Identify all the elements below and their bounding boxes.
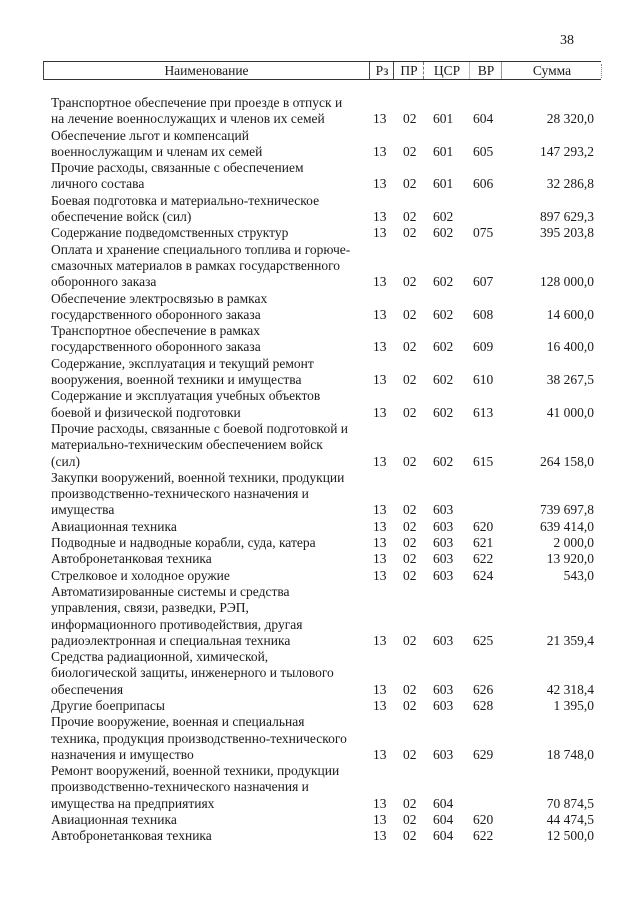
cell-vr: 604 (473, 111, 494, 127)
header-vr: ВР (469, 62, 502, 79)
cell-sum: 18 748,0 (546, 746, 594, 762)
row-name-line: техника, продукция производственно-технического (51, 730, 347, 746)
table-row (0, 649, 640, 698)
row-name-line: вооружения, военной техники и имущества (51, 372, 302, 388)
row-name-line: материально-техническим обеспечением войск (51, 437, 323, 453)
row-name-line: Ремонт вооружений, военной техники, продукции (51, 763, 340, 779)
cell-vr: 621 (473, 535, 494, 551)
table-row (0, 535, 640, 551)
cell-pr: 02 (403, 111, 417, 127)
cell-vr: 622 (473, 551, 494, 567)
cell-rz: 13 (373, 746, 387, 762)
row-codes (0, 111, 640, 127)
cell-vr: 606 (473, 176, 494, 192)
cell-vr: 620 (473, 518, 494, 534)
row-name-line: оборонного заказа (51, 274, 157, 290)
cell-sum: 38 267,5 (546, 372, 594, 388)
table-row (0, 584, 640, 649)
table-row (0, 95, 640, 128)
cell-pr: 02 (403, 306, 417, 322)
header-rz: Рз (369, 62, 394, 79)
cell-vr: 075 (473, 225, 494, 241)
row-codes (0, 812, 640, 828)
cell-rz: 13 (373, 502, 387, 518)
cell-sum: 21 359,4 (546, 632, 594, 648)
cell-pr: 02 (403, 225, 417, 241)
row-codes (0, 307, 640, 323)
cell-vr: 608 (473, 306, 494, 322)
row-name-line: управления, связи, разведки, РЭП, (51, 600, 249, 616)
cell-sum: 44 474,5 (546, 812, 594, 828)
cell-csr: 603 (433, 681, 454, 697)
cell-rz: 13 (373, 697, 387, 713)
row-name-line: Обеспечение льгот и компенсаций (51, 127, 249, 143)
table-row (0, 291, 640, 324)
row-name-line: Другие боеприпасы (51, 697, 165, 713)
row-codes (0, 698, 640, 714)
cell-pr: 02 (403, 518, 417, 534)
cell-vr: 610 (473, 372, 494, 388)
cell-rz: 13 (373, 535, 387, 551)
cell-csr: 601 (433, 111, 454, 127)
table-row (0, 714, 640, 763)
cell-csr: 602 (433, 274, 454, 290)
row-name-line: Закупки вооружений, военной техники, продукции (51, 469, 345, 485)
row-name-line: на лечение военнослужащих и членов их семей (51, 111, 325, 127)
row-name-line: Боевая подготовка и материально-техническое (51, 192, 320, 208)
table-row (0, 323, 640, 356)
row-codes (0, 502, 640, 518)
cell-rz: 13 (373, 176, 387, 192)
table-body (0, 95, 640, 845)
row-name-line: Транспортное обеспечение при проезде в отпуск и (51, 95, 343, 110)
row-name-line: Обеспечение электросвязью в рамках (51, 290, 268, 306)
table-row (0, 828, 640, 844)
cell-pr: 02 (403, 535, 417, 551)
page-number: 38 (560, 33, 574, 48)
cell-sum: 16 400,0 (546, 339, 594, 355)
table-row (0, 763, 640, 812)
cell-pr: 02 (403, 143, 417, 159)
row-name-line: Содержание, эксплуатация и текущий ремонт (51, 355, 314, 371)
cell-rz: 13 (373, 453, 387, 469)
cell-sum: 128 000,0 (540, 274, 594, 290)
cell-pr: 02 (403, 502, 417, 518)
cell-pr: 02 (403, 551, 417, 567)
row-name-line: производственно-технического назначения и (51, 779, 309, 795)
cell-rz: 13 (373, 551, 387, 567)
cell-sum: 28 320,0 (546, 111, 594, 127)
cell-rz: 13 (373, 339, 387, 355)
row-codes (0, 372, 640, 388)
cell-vr: 625 (473, 632, 494, 648)
cell-csr: 602 (433, 225, 454, 241)
row-name-line: назначения и имущество (51, 746, 194, 762)
cell-csr: 602 (433, 453, 454, 469)
cell-vr: 615 (473, 453, 494, 469)
cell-csr: 601 (433, 176, 454, 192)
row-codes (0, 274, 640, 290)
row-name-line: Авиационная техника (51, 518, 177, 534)
row-name-line: Стрелковое и холодное оружие (51, 567, 230, 583)
row-name-line: Автоматизированные системы и средства (51, 583, 290, 599)
cell-pr: 02 (403, 746, 417, 762)
header-csr: ЦСР (423, 62, 470, 79)
table-row (0, 128, 640, 161)
cell-csr: 603 (433, 567, 454, 583)
cell-pr: 02 (403, 828, 417, 844)
cell-sum: 41 000,0 (546, 404, 594, 420)
cell-sum: 14 600,0 (546, 306, 594, 322)
row-name-line: информационного противодействия, другая (51, 616, 303, 632)
cell-rz: 13 (373, 274, 387, 290)
cell-csr: 604 (433, 828, 454, 844)
cell-vr: 605 (473, 143, 494, 159)
table-row (0, 160, 640, 193)
row-codes (0, 405, 640, 421)
cell-pr: 02 (403, 404, 417, 420)
row-codes (0, 225, 640, 241)
table-row (0, 242, 640, 291)
cell-csr: 602 (433, 372, 454, 388)
row-name-line: Автобронетанковая техника (51, 828, 212, 844)
row-codes (0, 568, 640, 584)
cell-sum: 147 293,2 (540, 143, 594, 159)
table-row (0, 568, 640, 584)
cell-pr: 02 (403, 176, 417, 192)
cell-rz: 13 (373, 225, 387, 241)
cell-rz: 13 (373, 567, 387, 583)
row-name-line: биологической защиты, инженерного и тылового (51, 665, 334, 681)
table-header (43, 61, 601, 80)
cell-sum: 543,0 (563, 567, 594, 583)
cell-csr: 601 (433, 143, 454, 159)
row-name-line: Транспортное обеспечение в рамках (51, 323, 261, 339)
cell-csr: 603 (433, 632, 454, 648)
cell-rz: 13 (373, 812, 387, 828)
table-row (0, 388, 640, 421)
row-codes (0, 535, 640, 551)
cell-rz: 13 (373, 372, 387, 388)
row-name-line: личного состава (51, 176, 145, 192)
cell-rz: 13 (373, 518, 387, 534)
table-row (0, 193, 640, 226)
row-name-line: военнослужащим и членам их семей (51, 143, 263, 159)
row-name-line: Автобронетанковая техника (51, 551, 212, 567)
row-codes (0, 176, 640, 192)
table-row (0, 812, 640, 828)
cell-csr: 603 (433, 746, 454, 762)
table-row (0, 356, 640, 389)
cell-sum: 13 920,0 (546, 551, 594, 567)
row-codes (0, 551, 640, 567)
row-name-line: Авиационная техника (51, 812, 177, 828)
cell-sum: 32 286,8 (546, 176, 594, 192)
cell-sum: 639 414,0 (540, 518, 594, 534)
row-name-line: радиоэлектронная и специальная техника (51, 632, 291, 648)
cell-sum: 395 203,8 (540, 225, 594, 241)
row-codes (0, 454, 640, 470)
row-name-line: Оплата и хранение специального топлива и горюче- (51, 241, 351, 257)
row-name-line: Содержание и эксплуатация учебных объектов (51, 388, 321, 404)
cell-rz: 13 (373, 681, 387, 697)
cell-rz: 13 (373, 143, 387, 159)
row-name-line: обеспечение войск (сил) (51, 209, 192, 225)
row-codes (0, 209, 640, 225)
row-name-line: государственного оборонного заказа (51, 339, 261, 355)
table-row (0, 551, 640, 567)
cell-csr: 603 (433, 518, 454, 534)
row-codes (0, 682, 640, 698)
row-codes (0, 339, 640, 355)
cell-vr: 609 (473, 339, 494, 355)
cell-pr: 02 (403, 681, 417, 697)
cell-pr: 02 (403, 697, 417, 713)
row-name-line: (сил) (51, 453, 80, 469)
cell-vr: 628 (473, 697, 494, 713)
cell-csr: 602 (433, 404, 454, 420)
cell-csr: 603 (433, 551, 454, 567)
row-codes (0, 633, 640, 649)
cell-pr: 02 (403, 372, 417, 388)
header-sum: Сумма (501, 62, 602, 79)
header-right-border (601, 64, 602, 78)
cell-vr: 620 (473, 812, 494, 828)
cell-sum: 264 158,0 (540, 453, 594, 469)
cell-pr: 02 (403, 812, 417, 828)
cell-pr: 02 (403, 453, 417, 469)
row-name-line: Прочие вооружение, военная и специальная (51, 714, 305, 730)
cell-rz: 13 (373, 209, 387, 225)
cell-pr: 02 (403, 274, 417, 290)
cell-vr: 626 (473, 681, 494, 697)
cell-rz: 13 (373, 795, 387, 811)
cell-pr: 02 (403, 339, 417, 355)
row-name-line: Средства радиационной, химической, (51, 649, 269, 665)
cell-vr: 613 (473, 404, 494, 420)
cell-csr: 604 (433, 795, 454, 811)
table-row (0, 421, 640, 470)
row-name-line: Прочие расходы, связанные с обеспечением (51, 160, 304, 176)
cell-sum: 897 629,3 (540, 209, 594, 225)
row-name-line: смазочных материалов в рамках государственного (51, 257, 341, 273)
row-codes (0, 828, 640, 844)
row-name-line: обеспечения (51, 681, 124, 697)
row-codes (0, 519, 640, 535)
cell-csr: 603 (433, 502, 454, 518)
cell-vr: 622 (473, 828, 494, 844)
cell-pr: 02 (403, 567, 417, 583)
row-codes (0, 796, 640, 812)
cell-rz: 13 (373, 404, 387, 420)
row-name-line: имущества на предприятиях (51, 795, 215, 811)
row-codes (0, 747, 640, 763)
row-name-line: Прочие расходы, связанные с боевой подготовкой и (51, 420, 349, 436)
table-row (0, 698, 640, 714)
row-name-line: Содержание подведомственных структур (51, 225, 289, 241)
header-pr: ПР (393, 62, 424, 79)
table-row (0, 519, 640, 535)
cell-rz: 13 (373, 828, 387, 844)
cell-sum: 42 318,4 (546, 681, 594, 697)
cell-sum: 1 395,0 (553, 697, 594, 713)
cell-sum: 2 000,0 (553, 535, 594, 551)
row-codes (0, 144, 640, 160)
cell-sum: 70 874,5 (546, 795, 594, 811)
row-name-line: производственно-технического назначения и (51, 486, 309, 502)
row-name-line: боевой и физической подготовки (51, 404, 241, 420)
cell-rz: 13 (373, 306, 387, 322)
table-row (0, 470, 640, 519)
cell-sum: 739 697,8 (540, 502, 594, 518)
cell-pr: 02 (403, 795, 417, 811)
cell-pr: 02 (403, 209, 417, 225)
cell-pr: 02 (403, 632, 417, 648)
cell-csr: 602 (433, 339, 454, 355)
cell-csr: 603 (433, 535, 454, 551)
row-name-line: имущества (51, 502, 115, 518)
cell-vr: 624 (473, 567, 494, 583)
cell-sum: 12 500,0 (546, 828, 594, 844)
table-row (0, 225, 640, 241)
header-name: Наименование (164, 63, 249, 78)
cell-vr: 607 (473, 274, 494, 290)
cell-csr: 604 (433, 812, 454, 828)
cell-csr: 602 (433, 306, 454, 322)
cell-rz: 13 (373, 111, 387, 127)
row-name-line: Подводные и надводные корабли, суда, катера (51, 535, 316, 551)
cell-rz: 13 (373, 632, 387, 648)
cell-csr: 602 (433, 209, 454, 225)
cell-csr: 603 (433, 697, 454, 713)
row-name-line: государственного оборонного заказа (51, 306, 261, 322)
cell-vr: 629 (473, 746, 494, 762)
